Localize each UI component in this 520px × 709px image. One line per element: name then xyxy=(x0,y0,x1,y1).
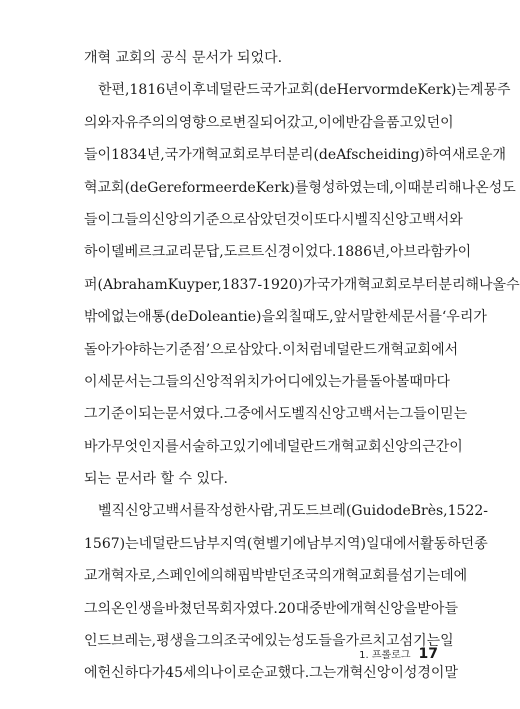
text-line: 밖에 없는 애통(de Doleantie)을 외칠 때도, 앞서 말한 세 문서를 ‘우리가 xyxy=(84,309,487,326)
text-line: 들이 1834년, 국가 개혁 교회로부터 분리(de Afscheiding)하여 새로운 개 xyxy=(84,147,507,164)
text-line: 퍼(Abraham Kuyper, 1837-1920)가 국가 개혁 교회로부터 분리해 나올 수 xyxy=(84,276,520,293)
text-line: 하이델베르크 교리문답, 도르트 신경이었다. 1886년, 아브라함 카이 xyxy=(84,244,472,261)
page-footer xyxy=(359,646,438,662)
running-footer-section: 1. 프롤로그 xyxy=(359,650,411,661)
body-text xyxy=(84,42,520,690)
text-line: 그 기준이 되는 문서였다. 그중에서도 벨직 신앙고백서는 그들이 믿는 xyxy=(84,406,468,423)
text-line: 이 세 문서는 그들의 신앙적 위치가 어디에 있는가를 돌아볼 때마다 xyxy=(84,373,450,390)
text-line: 에 헌신하다가 45세의 나이로 순교했다. 그는 개혁 신앙이 성경이 말 xyxy=(84,665,458,682)
text-line: 혁 교회(de Gereformeerde Kerk)를 형성하였는데, 이때 분리해 나온 성도 xyxy=(84,179,516,196)
text-line: 벨직 신앙고백서를 작성한 사람, 귀도 드 브레(Guido de Brès, 1522- xyxy=(98,503,488,520)
text-line: 1567)는 네덜란드 남부 지역(현 벨기에 남부 지역) 일대에서 활동하던 종 xyxy=(84,535,488,552)
text-line: 교개혁자로, 스페인에 의해 핍박받던 조국의 개혁 교회를 섬기는 데에 xyxy=(84,568,468,585)
text-line: 들이 그들의 신앙의 기준으로 삼았던 것이 또다시 벨직 신앙고백서와 xyxy=(84,211,463,228)
text-line: 의와 자유주의의 영향으로 변질되어 갔고, 이에 반감을 품고 있던 이 xyxy=(84,114,454,131)
text-line: 되는 문서라 할 수 있다. xyxy=(84,471,228,488)
text-line: 한편, 1816년 이후 네덜란드 국가교회(de Hervormde Kerk)는 계몽주 xyxy=(98,82,511,99)
text-line: 인 드 브레는, 평생을 그의 조국에 있는 성도들을 가르치고 섬기는 일 xyxy=(84,633,454,650)
text-line: 개혁 교회의 공식 문서가 되었다. xyxy=(84,50,283,66)
page-number: 17 xyxy=(418,646,438,662)
text-line: 돌아가야 하는 기준점’으로 삼았다. 이처럼 네덜란드 개혁 교회에서 xyxy=(84,341,459,358)
text-line: 그의 온 인생을 바쳤던 목회자였다. 20대 중반에 개혁 신앙을 받아들 xyxy=(84,600,458,617)
text-line: 바가 무엇인지를 서술하고 있기에 네덜란드 개혁 교회 신앙의 근간이 xyxy=(84,438,463,455)
